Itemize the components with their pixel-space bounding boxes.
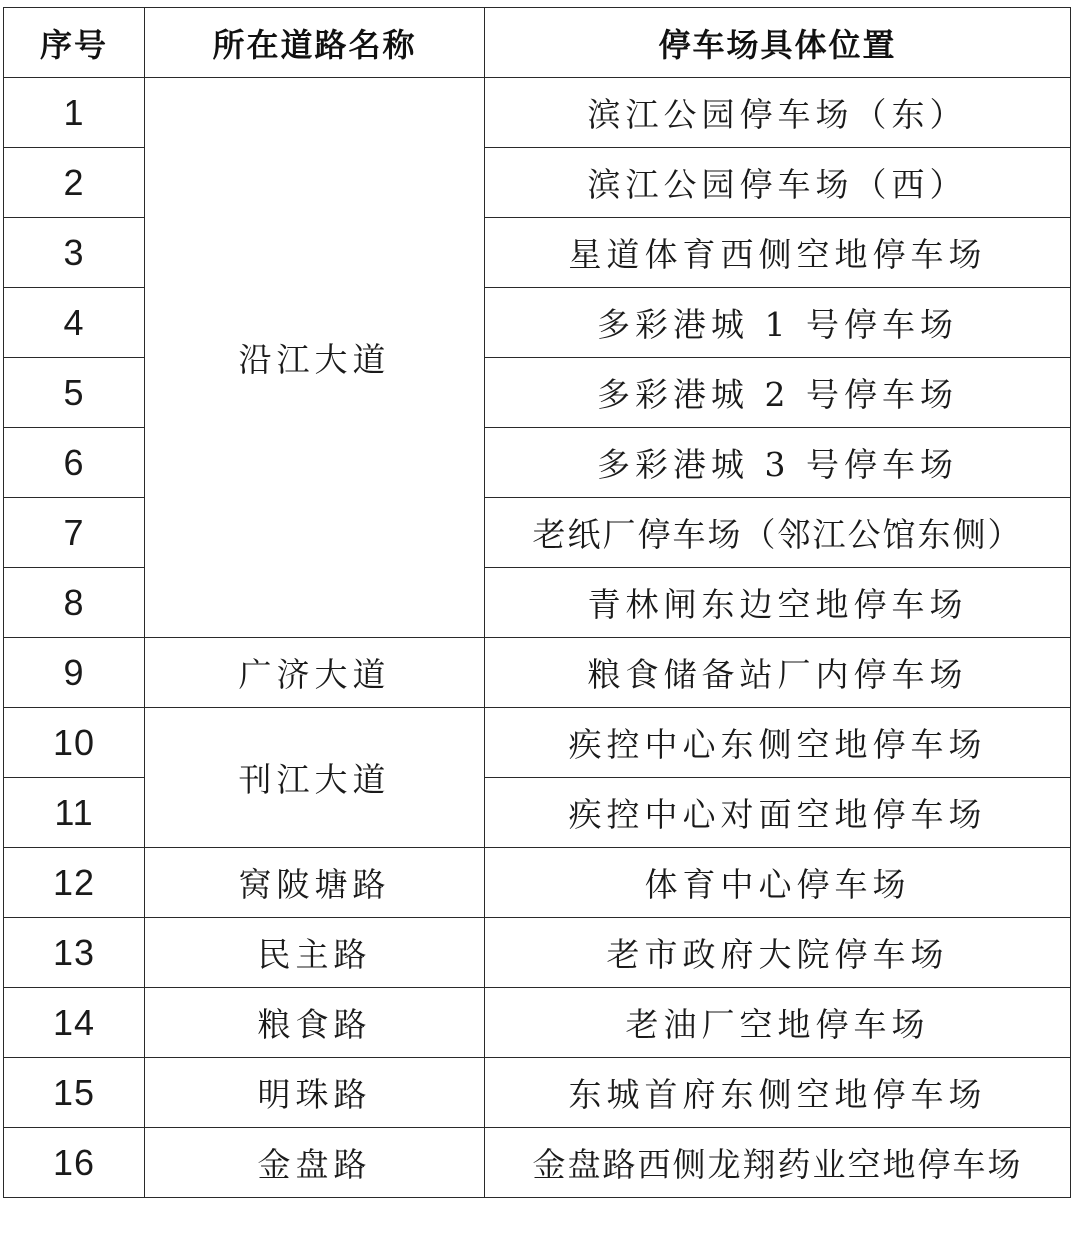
row-number: 15 bbox=[4, 1058, 145, 1128]
row-number: 4 bbox=[4, 288, 145, 358]
header-row bbox=[4, 8, 1071, 78]
row-number: 16 bbox=[4, 1128, 145, 1198]
parking-location: 滨江公园停车场（东） bbox=[485, 78, 1071, 148]
road-name: 刊江大道 bbox=[145, 708, 485, 848]
parking-location: 多彩港城 3 号停车场 bbox=[485, 428, 1071, 498]
row-number: 3 bbox=[4, 218, 145, 288]
parking-location: 疾控中心对面空地停车场 bbox=[485, 778, 1071, 848]
row-number: 10 bbox=[4, 708, 145, 778]
table-row bbox=[4, 1058, 1071, 1128]
row-number: 12 bbox=[4, 848, 145, 918]
parking-location: 星道体育西侧空地停车场 bbox=[485, 218, 1071, 288]
parking-location: 粮食储备站厂内停车场 bbox=[485, 638, 1071, 708]
parking-location: 疾控中心东侧空地停车场 bbox=[485, 708, 1071, 778]
parking-location: 老纸厂停车场（邻江公馆东侧） bbox=[485, 498, 1071, 568]
parking-lot-table bbox=[3, 7, 1071, 1198]
header-num: 序号 bbox=[4, 8, 145, 78]
row-number: 9 bbox=[4, 638, 145, 708]
row-number: 8 bbox=[4, 568, 145, 638]
table-row bbox=[4, 638, 1071, 708]
road-name: 明珠路 bbox=[145, 1058, 485, 1128]
road-name: 金盘路 bbox=[145, 1128, 485, 1198]
parking-location: 多彩港城 1 号停车场 bbox=[485, 288, 1071, 358]
parking-location: 金盘路西侧龙翔药业空地停车场 bbox=[485, 1128, 1071, 1198]
road-name: 粮食路 bbox=[145, 988, 485, 1058]
header-road: 所在道路名称 bbox=[145, 8, 485, 78]
row-number: 14 bbox=[4, 988, 145, 1058]
table-row bbox=[4, 1128, 1071, 1198]
road-name: 民主路 bbox=[145, 918, 485, 988]
row-number: 5 bbox=[4, 358, 145, 428]
row-number: 11 bbox=[4, 778, 145, 848]
row-number: 6 bbox=[4, 428, 145, 498]
parking-location: 多彩港城 2 号停车场 bbox=[485, 358, 1071, 428]
parking-location: 青林闸东边空地停车场 bbox=[485, 568, 1071, 638]
row-number: 7 bbox=[4, 498, 145, 568]
parking-location: 老市政府大院停车场 bbox=[485, 918, 1071, 988]
row-number: 1 bbox=[4, 78, 145, 148]
table-row bbox=[4, 848, 1071, 918]
parking-location: 老油厂空地停车场 bbox=[485, 988, 1071, 1058]
table-row bbox=[4, 78, 1071, 148]
table-row bbox=[4, 988, 1071, 1058]
road-name: 沿江大道 bbox=[145, 78, 485, 638]
road-name: 广济大道 bbox=[145, 638, 485, 708]
parking-location: 体育中心停车场 bbox=[485, 848, 1071, 918]
road-name: 窝陂塘路 bbox=[145, 848, 485, 918]
parking-location: 滨江公园停车场（西） bbox=[485, 148, 1071, 218]
parking-location: 东城首府东侧空地停车场 bbox=[485, 1058, 1071, 1128]
table-row bbox=[4, 918, 1071, 988]
row-number: 2 bbox=[4, 148, 145, 218]
row-number: 13 bbox=[4, 918, 145, 988]
table-row bbox=[4, 708, 1071, 778]
header-location: 停车场具体位置 bbox=[485, 8, 1071, 78]
